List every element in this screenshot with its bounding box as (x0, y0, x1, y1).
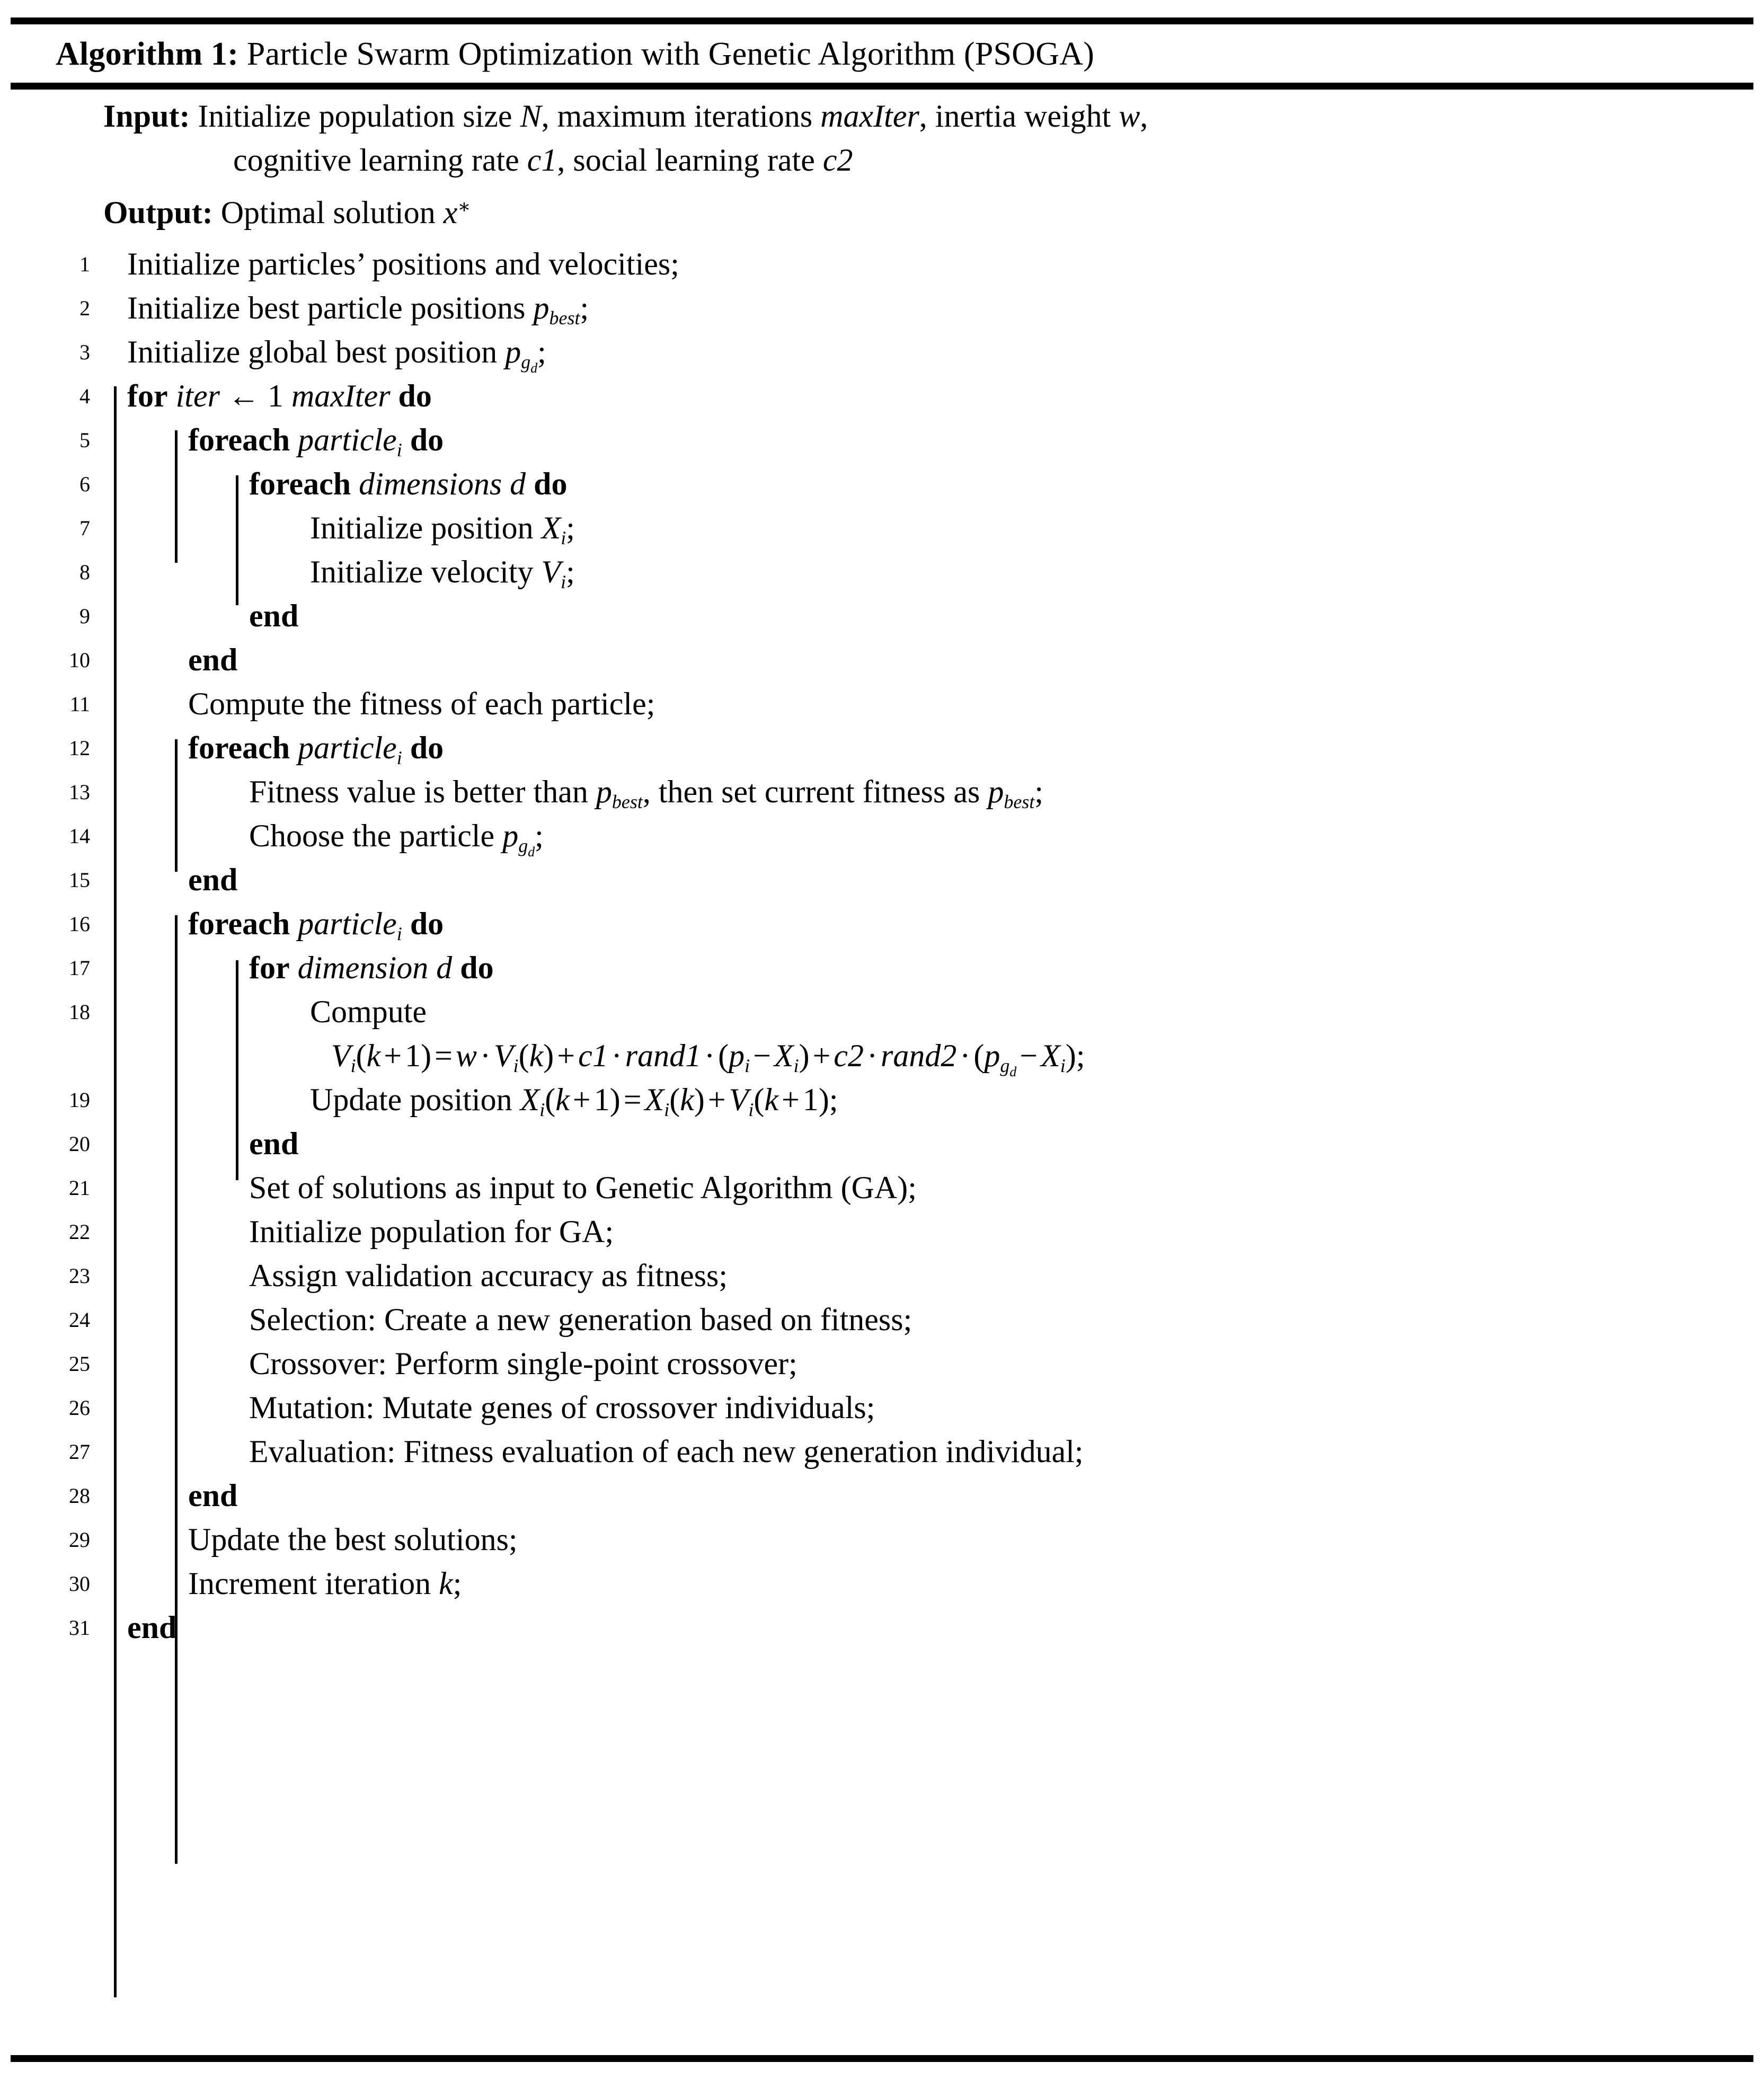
io-block (0, 94, 1764, 235)
code-line-18 (0, 990, 1764, 1078)
code-line-25 (0, 1342, 1764, 1386)
line-number: 18 (69, 1000, 90, 1024)
algorithm-title: Particle Swarm Optimization with Genetic Algorithm (PSOGA) (246, 36, 1095, 72)
code-line-17 (0, 946, 1764, 990)
line-number: 31 (69, 1616, 90, 1640)
sym-c2: c2 (822, 143, 853, 178)
code-line-16 (0, 902, 1764, 946)
line-22-text: Initialize population for GA; (249, 1214, 614, 1249)
line-number: 25 (69, 1352, 90, 1376)
output-value: Optimal solution x∗ (220, 195, 471, 230)
code-line-4 (0, 374, 1764, 418)
line-number: 22 (69, 1220, 90, 1244)
sym-w: w (1119, 99, 1140, 134)
line-number: 7 (79, 516, 90, 540)
line-number: 27 (69, 1440, 90, 1464)
algorithm-caption (56, 28, 1094, 81)
code-line-12 (0, 726, 1764, 770)
code-line-22 (0, 1210, 1764, 1254)
input-value-2: cognitive learning rate c1, social learning rate c2 (233, 143, 853, 178)
line-17-text: for dimension d do (249, 950, 494, 985)
code-line-1 (0, 242, 1764, 286)
line-number: 14 (69, 824, 90, 848)
code-line-7 (0, 506, 1764, 550)
line-number: 12 (69, 736, 90, 760)
line-number: 26 (69, 1396, 90, 1420)
line-14-text: Choose the particle $p_{g_d}$; (249, 818, 544, 860)
line-31-text: end (127, 1610, 177, 1645)
code-line-20 (0, 1122, 1764, 1166)
top-rule (11, 17, 1753, 24)
line-number: 9 (79, 604, 90, 628)
line-number: 24 (69, 1308, 90, 1332)
line-28-text: end (188, 1478, 238, 1513)
line-number: 21 (69, 1176, 90, 1200)
line-18-formula: $V_i(k + 1) = w \cdot V_i(k) + c1$ · rand1 · $(p_i - X_i) + c2$ · rand2 · $(p_{g_d} - X_i)$; (331, 1038, 1085, 1080)
line-15-text: end (188, 862, 238, 897)
line-16-text: foreach particle$_i$ do (188, 906, 444, 944)
code-lines (0, 242, 1764, 1650)
line-25-text: Crossover: Perform single-point crossover; (249, 1346, 797, 1381)
algorithm-body (0, 94, 1764, 1650)
line-2-text: Initialize best particle positions $p_{best}$; (127, 290, 589, 329)
line-number: 23 (69, 1264, 90, 1288)
algorithm-label: Algorithm 1: (56, 36, 239, 72)
line-number: 3 (79, 340, 90, 364)
code-line-23 (0, 1254, 1764, 1298)
code-line-13 (0, 770, 1764, 814)
line-12-text: foreach particle$_i$ do (188, 730, 444, 768)
output-label: Output: (103, 195, 213, 230)
line-20-text: end (249, 1126, 299, 1161)
code-line-27 (0, 1430, 1764, 1474)
code-line-8 (0, 550, 1764, 594)
sym-N: N (520, 99, 542, 134)
line-30-text: Increment iteration k; (188, 1566, 462, 1601)
code-line-9 (0, 594, 1764, 638)
line-29-text: Update the best solutions; (188, 1522, 518, 1557)
line-number: 13 (69, 780, 90, 804)
sym-star: ∗ (457, 196, 471, 218)
line-11-text: Compute the fitness of each particle; (188, 686, 655, 721)
line-13-text: Fitness value is better than $p_{best}$, then set current fitness as $p_{best}$; (249, 774, 1044, 812)
code-line-19 (0, 1078, 1764, 1122)
line-number: 29 (69, 1528, 90, 1552)
line-number: 28 (69, 1484, 90, 1508)
line-10-text: end (188, 642, 238, 677)
line-26-text: Mutation: Mutate genes of crossover individuals; (249, 1390, 875, 1425)
code-line-21 (0, 1166, 1764, 1210)
code-line-31 (0, 1606, 1764, 1650)
line-8-text: Initialize velocity $V_i$; (310, 554, 575, 592)
input-value-1: Initialize population size N, maximum iterations maxIter, inertia weight w, (198, 99, 1148, 134)
code-line-10 (0, 638, 1764, 682)
code-line-5 (0, 418, 1764, 462)
input-line-cont (103, 138, 1764, 182)
line-number: 19 (69, 1088, 90, 1112)
line-number: 6 (79, 472, 90, 496)
line-1-text: Initialize particles’ positions and velocities; (127, 246, 679, 281)
line-3-text: Initialize global best position $p_{g_d}$; (127, 334, 546, 376)
line-number: 16 (69, 912, 90, 936)
input-label: Input: (103, 99, 190, 134)
line-5-text: foreach particle$_i$ do (188, 422, 444, 461)
bottom-rule (11, 2055, 1753, 2062)
line-number: 4 (79, 384, 90, 408)
line-7-text: Initialize position $X_i$; (310, 510, 575, 548)
line-number: 30 (69, 1572, 90, 1596)
sym-c1: c1 (527, 143, 557, 178)
caption-rule (11, 83, 1753, 90)
line-number: 20 (69, 1132, 90, 1156)
line-24-text: Selection: Create a new generation based on fitness; (249, 1302, 912, 1337)
output-line (103, 191, 1764, 235)
line-number: 10 (69, 648, 90, 672)
code-line-29 (0, 1518, 1764, 1562)
line-number: 11 (69, 692, 90, 716)
line-18-text: Compute (310, 994, 427, 1029)
code-line-14 (0, 814, 1764, 858)
sym-x: x (443, 195, 458, 230)
input-line (103, 94, 1764, 138)
line-number: 17 (69, 956, 90, 980)
code-line-30 (0, 1562, 1764, 1606)
line-number: 1 (79, 252, 90, 276)
line-6-text: foreach dimensions d do (249, 466, 568, 501)
line-23-text: Assign validation accuracy as fitness; (249, 1258, 728, 1293)
line-19-text: Update position $X_i(k + 1) = X_i(k) + V_i(k + 1)$; (310, 1082, 838, 1120)
line-number: 2 (79, 296, 90, 320)
line-27-text: Evaluation: Fitness evaluation of each new generation individual; (249, 1434, 1084, 1469)
line-4-text: for iter ← 1 maxIter do (127, 378, 432, 413)
code-line-3 (0, 330, 1764, 374)
code-line-6 (0, 462, 1764, 506)
code-line-2 (0, 286, 1764, 330)
code-line-28 (0, 1474, 1764, 1518)
line-21-text: Set of solutions as input to Genetic Algorithm (GA); (249, 1170, 917, 1205)
code-line-11 (0, 682, 1764, 726)
code-line-26 (0, 1386, 1764, 1430)
sym-maxiter: maxIter (820, 99, 919, 134)
code-line-15 (0, 858, 1764, 902)
line-number: 15 (69, 868, 90, 892)
line-9-text: end (249, 598, 299, 633)
code-line-24 (0, 1298, 1764, 1342)
line-number: 5 (79, 428, 90, 452)
line-number: 8 (79, 560, 90, 584)
